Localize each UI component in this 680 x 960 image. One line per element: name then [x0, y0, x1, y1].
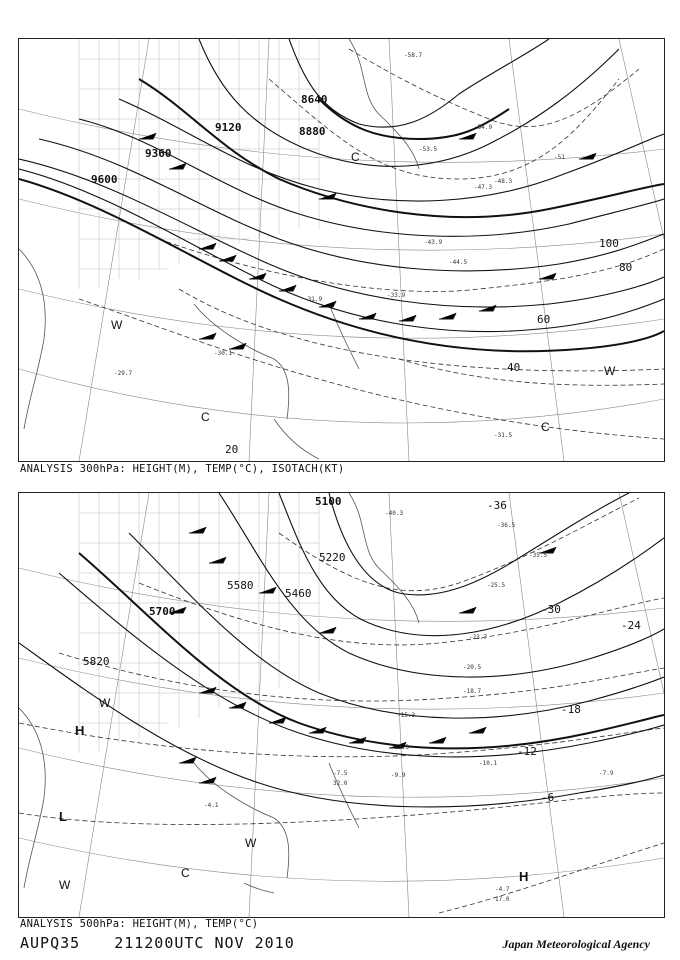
temp-label-minus-30: -30	[541, 603, 561, 616]
station-value: -25.5	[487, 582, 506, 589]
temp-label-minus-24: -24	[621, 619, 641, 632]
warm-marker: W	[111, 318, 123, 332]
cold-marker: C	[541, 420, 550, 434]
cold-marker: C	[351, 150, 360, 164]
graticule	[19, 39, 664, 461]
station-value: -10.1	[479, 760, 498, 767]
station-value: -54.9	[474, 124, 493, 131]
station-value: -51	[554, 154, 565, 161]
warm-marker: W	[604, 364, 616, 378]
station-value: -18.7	[463, 688, 482, 695]
height-label-9120: 9120	[215, 121, 242, 134]
main-contour	[79, 553, 664, 748]
height-label-5460: 5460	[285, 587, 312, 600]
station-value: -15.3	[397, 712, 416, 719]
isotach-label-40: 40	[507, 361, 521, 374]
chart-code: AUPQ35	[20, 934, 81, 952]
station-value: -44.5	[449, 259, 468, 266]
station-value: -58.7	[404, 52, 423, 59]
isotach-label-60: 60	[537, 313, 551, 326]
station-value: -4.1	[204, 802, 219, 809]
chart-datetime: 211200UTC NOV 2010	[114, 934, 295, 952]
height-label-9600: 9600	[91, 173, 118, 186]
height-label-5580: 5580	[227, 579, 254, 592]
height-label-5820: 5820	[83, 655, 110, 668]
caption-300hpa: ANALYSIS 300hPa: HEIGHT(M), TEMP(°C), ISOTACH(KT)	[20, 463, 345, 475]
station-value: -30.1	[214, 350, 233, 357]
warm-marker: W	[59, 878, 71, 892]
station-value: -9.9	[391, 772, 406, 779]
height-label-9360: 9360	[145, 147, 172, 160]
map-500hpa-canvas	[19, 493, 664, 917]
station-value: -53.5	[419, 146, 438, 153]
station-value: -20.5	[463, 664, 482, 671]
station-value: -7.9	[599, 770, 614, 777]
height-contours	[19, 493, 664, 807]
wind-barbs	[169, 527, 556, 783]
warm-marker: W	[245, 836, 257, 850]
isotach-label-80: 80	[619, 261, 633, 274]
station-value: -33.9	[387, 292, 406, 299]
high-pressure-marker: H	[519, 869, 529, 884]
station-value: -40.3	[385, 510, 404, 517]
station-value: -31.9	[304, 296, 323, 303]
cold-marker: C	[201, 410, 210, 424]
station-value: -23.7	[469, 634, 488, 641]
station-value: 32.0	[333, 780, 348, 787]
isotach-label-100: 100	[599, 237, 619, 250]
map-500hpa	[18, 492, 665, 918]
station-value: -36.5	[497, 522, 516, 529]
cold-marker: C	[181, 866, 190, 880]
station-value: -13.3	[391, 744, 410, 751]
temp-label-minus-12: -12	[517, 745, 537, 758]
isotach-label-20: 20	[225, 443, 239, 456]
station-value: -29.7	[114, 370, 133, 377]
height-label-5100: 5100	[315, 495, 342, 508]
agency-name: Japan Meteorological Agency	[502, 937, 650, 951]
station-value: -47.3	[474, 184, 493, 191]
map-300hpa-canvas	[19, 39, 664, 461]
station-value: -48.3	[494, 178, 513, 185]
height-label-5700: 5700	[149, 605, 176, 618]
station-value: -4.7	[495, 886, 510, 893]
caption-500hpa: ANALYSIS 500hPa: HEIGHT(M), TEMP(°C)	[20, 918, 259, 930]
temp-label-minus-6: -6	[541, 791, 555, 804]
station-value: -7.5	[333, 770, 348, 777]
low-pressure-marker: L	[59, 809, 67, 824]
temp-label-minus-36: -36	[487, 499, 507, 512]
map-300hpa	[18, 38, 665, 462]
warm-marker: W	[99, 696, 111, 710]
height-label-5220: 5220	[319, 551, 346, 564]
station-value: -43.9	[424, 239, 443, 246]
chart-identifier	[20, 934, 329, 952]
station-value: 17.0	[495, 896, 510, 903]
height-label-8640: 8640	[301, 93, 328, 106]
station-value: -31.5	[494, 432, 513, 439]
station-value: -35.5	[529, 552, 548, 559]
height-label-8880: 8880	[299, 125, 326, 138]
high-pressure-marker: H	[75, 723, 85, 738]
temp-label-minus-18: -18	[561, 703, 581, 716]
